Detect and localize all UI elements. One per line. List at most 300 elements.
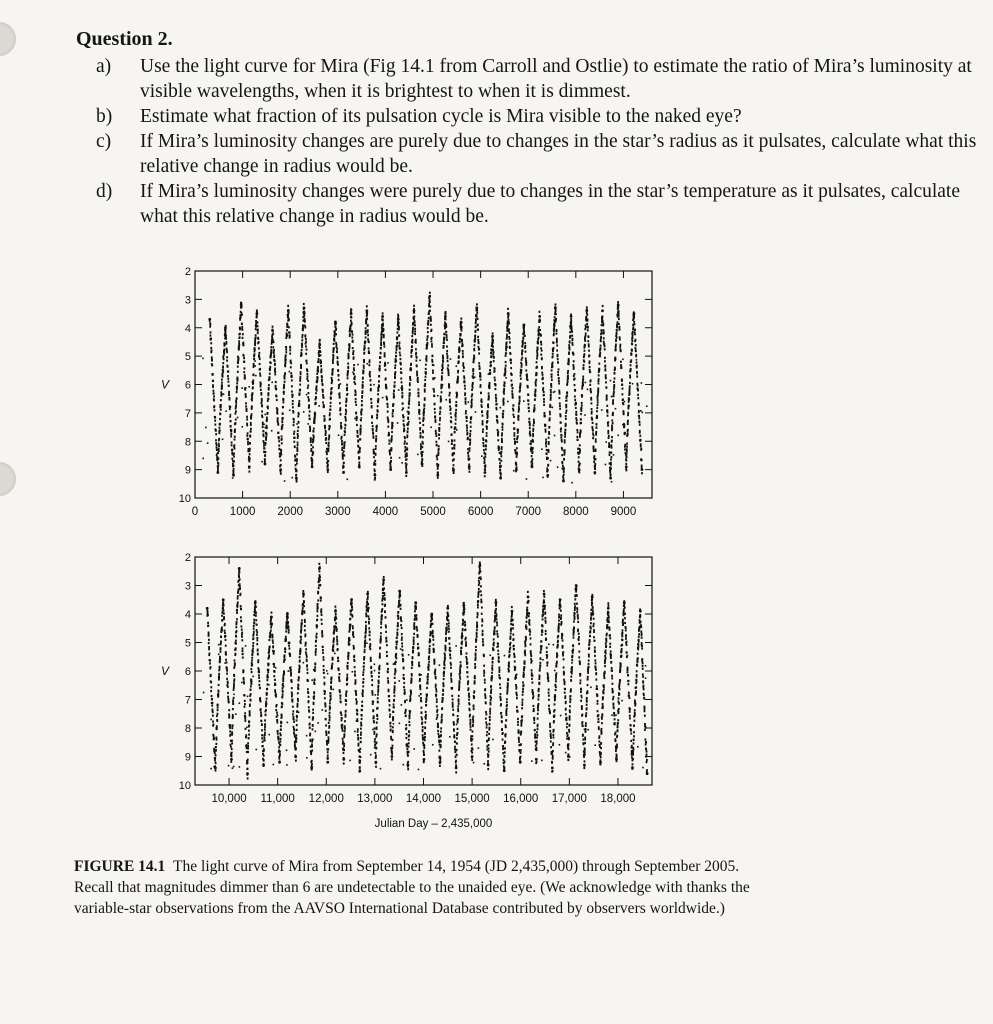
data-point	[520, 378, 522, 380]
data-point	[268, 387, 270, 389]
data-point	[226, 360, 228, 362]
data-point	[354, 671, 356, 673]
data-point	[360, 427, 362, 429]
data-point	[229, 408, 231, 410]
data-point	[252, 374, 254, 376]
faint-observation	[442, 384, 444, 386]
faint-observation	[456, 365, 458, 367]
data-point	[250, 416, 252, 418]
data-point	[480, 376, 482, 378]
data-point	[615, 340, 617, 342]
data-point	[447, 355, 449, 357]
data-point	[340, 426, 342, 428]
data-point	[584, 353, 586, 355]
data-point	[355, 698, 357, 700]
data-point	[406, 455, 408, 457]
data-point	[217, 709, 219, 711]
data-point	[272, 639, 274, 641]
data-point	[438, 451, 440, 453]
data-point	[319, 584, 321, 586]
data-point	[330, 405, 332, 407]
data-point	[594, 468, 596, 470]
data-point	[332, 355, 334, 357]
data-point	[246, 424, 248, 426]
data-point	[516, 452, 518, 454]
data-point	[314, 678, 316, 680]
data-point	[300, 629, 302, 631]
data-point	[548, 449, 550, 451]
data-point	[437, 477, 439, 479]
data-point	[264, 732, 266, 734]
data-point	[423, 404, 425, 406]
data-point	[262, 741, 264, 743]
y-tick-label: 4	[184, 322, 191, 335]
data-point	[564, 431, 566, 433]
data-point	[542, 382, 544, 384]
data-point	[267, 674, 269, 676]
data-point	[257, 338, 259, 340]
data-point	[357, 728, 359, 730]
data-point	[251, 671, 253, 673]
data-point	[565, 418, 567, 420]
data-point	[331, 676, 333, 678]
data-point	[536, 361, 538, 363]
data-point	[256, 634, 258, 636]
data-point	[341, 714, 343, 716]
data-point	[252, 379, 254, 381]
data-point	[254, 344, 256, 346]
data-point	[322, 649, 324, 651]
data-point	[341, 442, 343, 444]
data-point	[228, 391, 230, 393]
data-point	[207, 625, 209, 627]
data-point	[363, 365, 365, 367]
data-point	[210, 342, 212, 344]
faint-observation	[622, 424, 624, 426]
data-point	[302, 607, 304, 609]
data-point	[317, 603, 319, 605]
data-point	[248, 730, 250, 732]
data-point	[381, 337, 383, 339]
data-point	[438, 448, 440, 450]
data-point	[429, 305, 431, 307]
faint-observation	[624, 401, 626, 403]
data-point	[462, 370, 464, 372]
data-point	[418, 404, 420, 406]
data-point	[241, 636, 243, 638]
data-point	[371, 402, 373, 404]
data-point	[418, 401, 420, 403]
data-point	[479, 373, 481, 375]
data-point	[222, 607, 224, 609]
faint-observation	[242, 426, 244, 428]
data-point	[435, 441, 437, 443]
data-point	[272, 642, 274, 644]
data-point	[211, 705, 213, 707]
y-tick-label: 6	[184, 379, 191, 392]
data-point	[365, 327, 367, 329]
data-point	[513, 432, 515, 434]
data-point	[563, 469, 565, 471]
data-point	[390, 440, 392, 442]
data-point	[287, 324, 289, 326]
data-point	[595, 450, 597, 452]
data-point	[228, 709, 230, 711]
data-point	[325, 710, 327, 712]
data-point	[492, 339, 494, 341]
data-point	[574, 378, 576, 380]
data-point	[576, 414, 578, 416]
data-point	[311, 741, 313, 743]
data-point	[528, 403, 530, 405]
data-point	[540, 341, 542, 343]
data-point	[268, 398, 270, 400]
data-point	[323, 656, 325, 658]
data-point	[421, 458, 423, 460]
data-point	[419, 410, 421, 412]
faint-observation	[505, 377, 507, 379]
data-point	[530, 440, 532, 442]
data-point	[269, 376, 271, 378]
data-point	[375, 448, 377, 450]
data-point	[532, 458, 534, 460]
data-point	[451, 440, 453, 442]
data-point	[311, 459, 313, 461]
data-point	[372, 425, 374, 427]
minimum-point	[452, 468, 455, 471]
data-point	[300, 642, 302, 644]
data-point	[319, 347, 321, 349]
data-point	[283, 391, 285, 393]
data-point	[505, 355, 507, 357]
data-point	[304, 629, 306, 631]
data-point	[390, 464, 392, 466]
data-point	[240, 616, 242, 618]
data-point	[385, 369, 387, 371]
data-point	[418, 395, 420, 397]
data-point	[580, 410, 582, 412]
data-point	[516, 456, 518, 458]
data-point	[431, 329, 433, 331]
data-point	[576, 429, 578, 431]
data-point	[448, 374, 450, 376]
data-point	[567, 370, 569, 372]
data-point	[274, 671, 276, 673]
data-point	[497, 439, 499, 441]
data-point	[357, 432, 359, 434]
data-point	[607, 432, 609, 434]
data-point	[401, 381, 403, 383]
data-point	[406, 463, 408, 465]
data-point	[241, 625, 243, 627]
data-point	[565, 415, 567, 417]
data-point	[371, 416, 373, 418]
data-point	[245, 402, 247, 404]
data-point	[334, 340, 336, 342]
data-point	[225, 639, 227, 641]
data-point	[588, 345, 590, 347]
data-point	[306, 668, 308, 670]
data-point	[387, 406, 389, 408]
data-point	[635, 344, 637, 346]
data-point	[503, 402, 505, 404]
data-point	[264, 460, 266, 462]
data-point	[386, 398, 388, 400]
data-point	[303, 303, 305, 305]
data-point	[233, 680, 235, 682]
data-point	[484, 453, 486, 455]
data-point	[426, 347, 428, 349]
peak-point	[350, 312, 353, 315]
data-point	[354, 383, 356, 385]
data-point	[576, 422, 578, 424]
data-point	[290, 673, 292, 675]
data-point	[257, 653, 259, 655]
data-point	[264, 737, 266, 739]
data-point	[284, 381, 286, 383]
data-point	[468, 463, 470, 465]
data-point	[604, 348, 606, 350]
data-point	[573, 360, 575, 362]
data-point	[273, 349, 275, 351]
data-point	[225, 338, 227, 340]
data-point	[236, 391, 238, 393]
y-tick-label: 10	[178, 493, 191, 505]
data-point	[219, 423, 221, 425]
data-point	[221, 385, 223, 387]
data-point	[493, 360, 495, 362]
data-point	[216, 715, 218, 717]
data-point	[591, 402, 593, 404]
data-point	[256, 624, 258, 626]
data-point	[451, 443, 453, 445]
faint-observation	[406, 424, 408, 426]
data-point	[478, 352, 480, 354]
data-point	[253, 358, 255, 360]
data-point	[250, 689, 252, 691]
data-point	[297, 442, 299, 444]
data-point	[311, 760, 313, 762]
data-point	[330, 397, 332, 399]
data-point	[474, 337, 476, 339]
minimum-point	[436, 474, 439, 477]
data-point	[532, 447, 534, 449]
data-point	[219, 413, 221, 415]
data-point	[535, 395, 537, 397]
data-point	[602, 321, 604, 323]
data-point	[235, 623, 237, 625]
data-point	[561, 448, 563, 450]
data-point	[377, 389, 379, 391]
data-point	[237, 592, 239, 594]
data-point	[362, 372, 364, 374]
data-point	[298, 403, 300, 405]
data-point	[253, 619, 255, 621]
data-point	[622, 393, 624, 395]
data-point	[256, 639, 258, 641]
data-point	[472, 373, 474, 375]
data-point	[304, 321, 306, 323]
data-point	[340, 695, 342, 697]
data-point	[280, 725, 282, 727]
data-point	[302, 590, 304, 592]
data-point	[540, 334, 542, 336]
data-point	[369, 359, 371, 361]
data-point	[330, 698, 332, 700]
data-point	[326, 453, 328, 455]
faint-observation	[500, 407, 502, 409]
data-point	[266, 433, 268, 435]
data-point	[246, 416, 248, 418]
data-point	[268, 669, 270, 671]
data-point	[453, 472, 455, 474]
data-point	[583, 364, 585, 366]
data-point	[251, 396, 253, 398]
data-point	[292, 699, 294, 701]
question-item-c	[96, 129, 984, 179]
data-point	[409, 377, 411, 379]
faint-observation	[205, 427, 207, 429]
data-point	[504, 373, 506, 375]
data-point	[532, 433, 534, 435]
data-point	[322, 646, 324, 648]
data-point	[304, 621, 306, 623]
data-point	[477, 339, 479, 341]
data-point	[518, 408, 520, 410]
data-point	[347, 371, 349, 373]
data-point	[550, 399, 552, 401]
data-point	[394, 364, 396, 366]
data-point	[317, 379, 319, 381]
data-point	[258, 677, 260, 679]
data-point	[575, 417, 577, 419]
data-point	[320, 365, 322, 367]
data-point	[574, 373, 576, 375]
data-point	[217, 706, 219, 708]
data-point	[474, 340, 476, 342]
data-point	[523, 331, 525, 333]
data-point	[392, 412, 394, 414]
data-point	[394, 385, 396, 387]
data-point	[210, 666, 212, 668]
data-point	[472, 368, 474, 370]
data-point	[221, 619, 223, 621]
data-point	[250, 430, 252, 432]
data-point	[262, 422, 264, 424]
data-point	[432, 372, 434, 374]
data-point	[216, 447, 218, 449]
data-point	[250, 699, 252, 701]
data-point	[566, 395, 568, 397]
data-point	[513, 404, 515, 406]
data-point	[358, 744, 360, 746]
data-point	[321, 376, 323, 378]
data-point	[398, 344, 400, 346]
data-point	[543, 398, 545, 400]
data-point	[462, 355, 464, 357]
data-point	[588, 336, 590, 338]
data-point	[538, 334, 540, 336]
data-point	[268, 384, 270, 386]
data-point	[610, 452, 612, 454]
data-point	[232, 714, 234, 716]
data-point	[576, 436, 578, 438]
data-point	[255, 619, 257, 621]
data-point	[403, 420, 405, 422]
data-point	[316, 636, 318, 638]
data-point	[414, 324, 416, 326]
data-point	[591, 426, 593, 428]
data-point	[354, 376, 356, 378]
data-point	[210, 331, 212, 333]
data-point	[309, 727, 311, 729]
data-point	[481, 406, 483, 408]
faint-observation	[587, 389, 589, 391]
data-point	[335, 346, 337, 348]
data-point	[327, 757, 329, 759]
data-point	[416, 374, 418, 376]
data-point	[522, 340, 524, 342]
data-point	[492, 353, 494, 355]
data-point	[382, 323, 384, 325]
data-point	[339, 673, 341, 675]
data-point	[230, 746, 232, 748]
data-point	[339, 680, 341, 682]
data-point	[433, 395, 435, 397]
data-point	[328, 436, 330, 438]
data-point	[484, 475, 486, 477]
data-point	[460, 333, 462, 335]
data-point	[534, 408, 536, 410]
data-point	[216, 725, 218, 727]
data-point	[447, 364, 449, 366]
data-point	[275, 388, 277, 390]
data-point	[305, 353, 307, 355]
data-point	[436, 458, 438, 460]
data-point	[335, 617, 337, 619]
data-point	[544, 412, 546, 414]
data-point	[250, 685, 252, 687]
data-point	[325, 430, 327, 432]
data-point	[219, 429, 221, 431]
data-point	[314, 666, 316, 668]
data-point	[417, 378, 419, 380]
data-point	[605, 387, 607, 389]
data-point	[352, 352, 354, 354]
data-point	[362, 381, 364, 383]
data-point	[403, 425, 405, 427]
x-tick-label: 18,000	[600, 793, 636, 805]
data-point	[275, 381, 277, 383]
data-point	[573, 353, 575, 355]
data-point	[272, 645, 274, 647]
data-point	[264, 455, 266, 457]
data-point	[303, 610, 305, 612]
data-point	[336, 636, 338, 638]
data-point	[305, 342, 307, 344]
data-point	[249, 457, 251, 459]
data-point	[507, 317, 509, 319]
data-point	[613, 388, 615, 390]
data-point	[359, 433, 361, 435]
data-point	[592, 422, 594, 424]
data-point	[225, 651, 227, 653]
data-point	[249, 448, 251, 450]
data-point	[241, 632, 243, 634]
data-point	[449, 405, 451, 407]
data-point	[305, 651, 307, 653]
data-point	[540, 347, 542, 349]
